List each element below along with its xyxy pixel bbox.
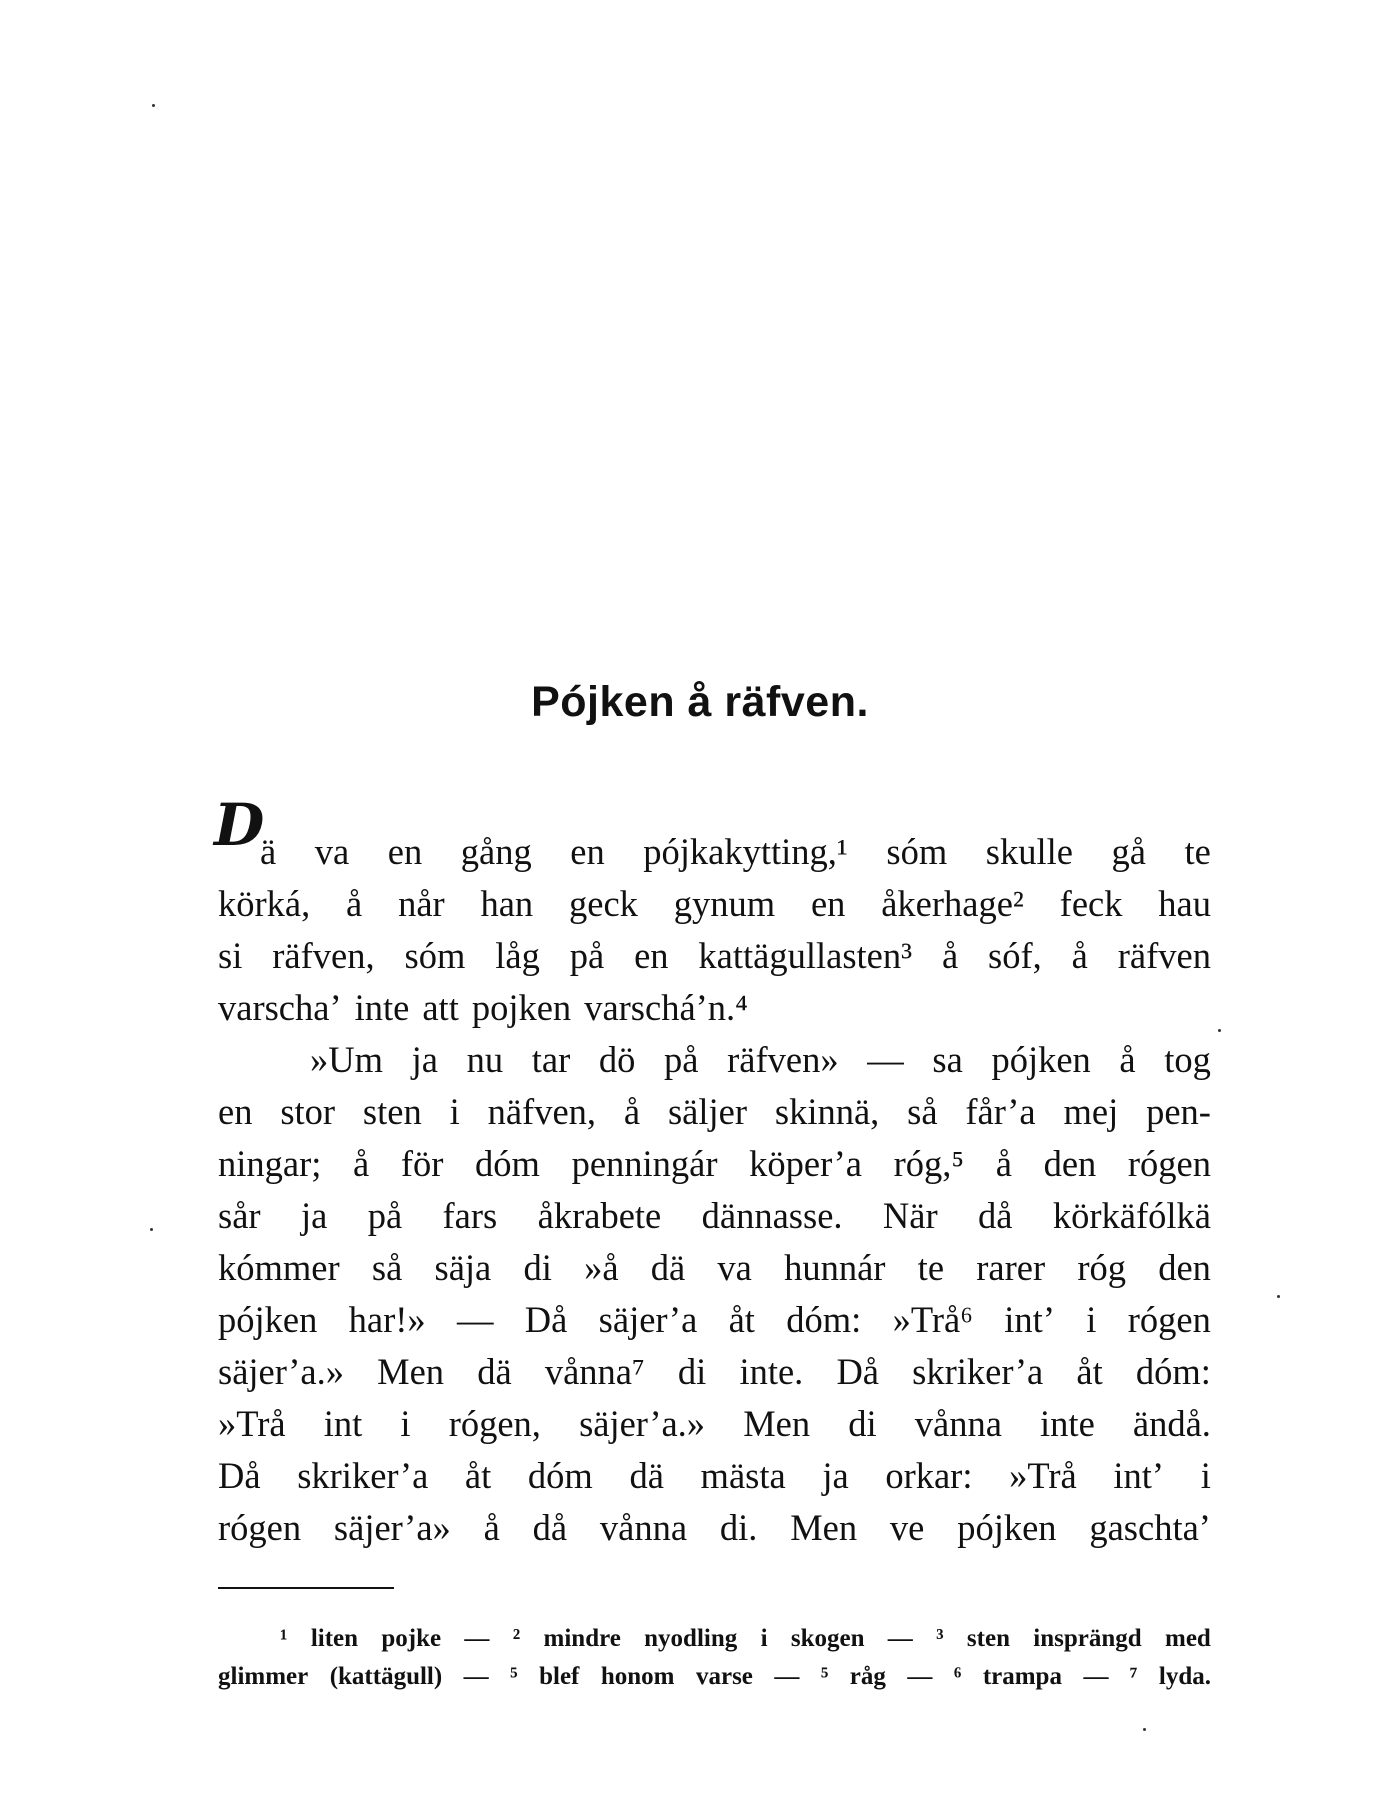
word: — bbox=[464, 1625, 490, 1652]
ornamental-initial: D bbox=[214, 791, 265, 859]
word: nyodling bbox=[644, 1625, 738, 1652]
word: ningar; bbox=[218, 1143, 322, 1184]
word: di bbox=[677, 1351, 707, 1392]
paper-speck bbox=[152, 104, 155, 107]
word: — bbox=[1083, 1663, 1109, 1690]
word: säjer’a bbox=[598, 1299, 698, 1340]
word: vånna bbox=[599, 1507, 688, 1548]
paragraph bbox=[214, 791, 1211, 1554]
word: åt bbox=[1076, 1351, 1103, 1392]
word: inte bbox=[1040, 1403, 1095, 1444]
word: skriker’a bbox=[912, 1351, 1044, 1392]
word: dö bbox=[598, 1039, 636, 1080]
word: di. bbox=[719, 1507, 758, 1548]
word: då bbox=[978, 1195, 1013, 1236]
word: int’ bbox=[1004, 1299, 1055, 1340]
word: lyda. bbox=[1158, 1663, 1211, 1690]
word: dóm: bbox=[1135, 1351, 1211, 1392]
word: en bbox=[634, 935, 669, 976]
word: i bbox=[449, 1091, 460, 1132]
word: pójken bbox=[991, 1039, 1091, 1080]
word: pojken bbox=[471, 987, 572, 1028]
word: i bbox=[1086, 1299, 1097, 1340]
word: Då bbox=[218, 1455, 261, 1496]
word: å bbox=[941, 935, 959, 976]
word: i bbox=[400, 1403, 411, 1444]
word: åt bbox=[464, 1455, 492, 1496]
word: feck bbox=[1059, 883, 1123, 924]
word: tar bbox=[531, 1039, 571, 1080]
word: ve bbox=[889, 1507, 925, 1548]
word: ⁶ bbox=[953, 1663, 962, 1690]
word: glimmer bbox=[218, 1663, 309, 1690]
word: skinnä, bbox=[774, 1091, 880, 1132]
word: vånna⁷ bbox=[544, 1351, 645, 1392]
word: orkar: bbox=[885, 1455, 973, 1496]
word: sóm bbox=[404, 935, 466, 976]
word: stor bbox=[280, 1091, 336, 1132]
word: dóm bbox=[475, 1143, 540, 1184]
word: va bbox=[314, 831, 350, 872]
word: ja bbox=[822, 1455, 849, 1496]
word: säljer bbox=[667, 1091, 747, 1132]
word: säjer’a.» bbox=[579, 1403, 706, 1444]
word: rarer bbox=[976, 1247, 1046, 1288]
text-line bbox=[218, 1398, 1211, 1450]
word: räfven» bbox=[727, 1039, 839, 1080]
word: gå bbox=[1111, 831, 1146, 872]
word: Då bbox=[836, 1351, 880, 1392]
word: róg bbox=[1077, 1247, 1126, 1288]
word: rógen bbox=[1127, 1143, 1211, 1184]
word: geck bbox=[569, 883, 638, 924]
word: sår bbox=[218, 1195, 261, 1236]
word: sten bbox=[966, 1625, 1010, 1652]
word: pen- bbox=[1146, 1091, 1211, 1132]
word: skogen bbox=[790, 1625, 865, 1652]
text-line bbox=[218, 1450, 1211, 1502]
word: å bbox=[1071, 935, 1088, 976]
word: i bbox=[760, 1625, 768, 1652]
word: ⁷ bbox=[1129, 1663, 1138, 1690]
word: varschá’n.⁴ bbox=[584, 987, 748, 1028]
story-text bbox=[214, 791, 1211, 1554]
paper-speck bbox=[150, 1228, 153, 1231]
word: pójken bbox=[218, 1299, 318, 1340]
word: att bbox=[422, 987, 459, 1028]
word: gång bbox=[460, 831, 532, 872]
word: fars bbox=[442, 1195, 498, 1236]
word: — bbox=[867, 1039, 904, 1080]
word: gynum bbox=[673, 883, 776, 924]
word: skriker’a bbox=[297, 1455, 429, 1496]
text-line bbox=[218, 1294, 1211, 1346]
word: å bbox=[623, 1091, 641, 1132]
text-line bbox=[218, 982, 1211, 1034]
word: en bbox=[218, 1091, 253, 1132]
paper-speck bbox=[1143, 1728, 1146, 1731]
word: te bbox=[917, 1247, 945, 1288]
word: en bbox=[810, 883, 846, 924]
word: Men bbox=[790, 1507, 858, 1548]
text-line bbox=[218, 1242, 1211, 1294]
word: dä bbox=[477, 1351, 512, 1392]
word: å bbox=[1119, 1039, 1136, 1080]
text-line bbox=[214, 791, 1211, 878]
word: körká, bbox=[218, 883, 311, 924]
word: sóf, bbox=[988, 935, 1042, 976]
word: »Um bbox=[310, 1039, 383, 1080]
word: dä bbox=[629, 1455, 664, 1496]
word: i bbox=[1200, 1455, 1211, 1496]
word: inte. bbox=[739, 1351, 804, 1392]
footnote-list bbox=[218, 1620, 1211, 1696]
word: va bbox=[717, 1247, 752, 1288]
word: körkäfólkä bbox=[1052, 1195, 1211, 1236]
word: säja bbox=[434, 1247, 492, 1288]
word: Men bbox=[377, 1351, 445, 1392]
word: »Trå bbox=[218, 1403, 286, 1444]
word: näfven, bbox=[487, 1091, 597, 1132]
word: en bbox=[387, 831, 423, 872]
word: å bbox=[346, 883, 363, 924]
text-line bbox=[218, 1502, 1211, 1554]
word: ä bbox=[260, 831, 277, 872]
word: åt bbox=[728, 1299, 755, 1340]
word: trampa bbox=[982, 1663, 1062, 1690]
word: ändå. bbox=[1132, 1403, 1211, 1444]
word: int’ bbox=[1113, 1455, 1165, 1496]
word: Men bbox=[743, 1403, 811, 1444]
word: ¹ bbox=[280, 1625, 288, 1652]
word: en bbox=[570, 831, 605, 872]
word: mej bbox=[1063, 1091, 1119, 1132]
word: inte bbox=[354, 987, 410, 1028]
word: gaschta’ bbox=[1089, 1507, 1211, 1548]
word: di bbox=[848, 1403, 877, 1444]
word: å bbox=[483, 1507, 500, 1548]
word: hau bbox=[1158, 883, 1211, 924]
word: róg,⁵ bbox=[893, 1143, 965, 1184]
text-line bbox=[218, 1346, 1211, 1398]
word: på bbox=[569, 935, 605, 976]
word: med bbox=[1165, 1625, 1211, 1652]
word: ³ bbox=[936, 1625, 944, 1652]
word: köper’a bbox=[749, 1143, 862, 1184]
word: räfven bbox=[1117, 935, 1211, 976]
word: nu bbox=[466, 1039, 504, 1080]
text-line bbox=[218, 1138, 1211, 1190]
word: mindre bbox=[543, 1625, 621, 1652]
word: åkrabete bbox=[537, 1195, 662, 1236]
word: ² bbox=[512, 1625, 521, 1652]
word: å bbox=[353, 1143, 370, 1184]
word: skulle bbox=[985, 831, 1073, 872]
word: sóm bbox=[886, 831, 948, 872]
word: dóm: bbox=[786, 1299, 862, 1340]
paper-speck bbox=[1218, 1029, 1221, 1032]
footnote-line bbox=[218, 1620, 1211, 1658]
word: insprängd bbox=[1033, 1625, 1142, 1652]
word: di bbox=[523, 1247, 552, 1288]
word: så bbox=[371, 1247, 403, 1288]
word: »å bbox=[584, 1247, 619, 1288]
word: liten bbox=[310, 1625, 359, 1652]
word: har!» bbox=[348, 1299, 426, 1340]
word: sa bbox=[932, 1039, 963, 1080]
word: säjer’a.» bbox=[218, 1351, 344, 1392]
word: råg bbox=[849, 1663, 886, 1690]
word: pójkakytting,¹ bbox=[643, 831, 848, 872]
word: säjer’a» bbox=[333, 1507, 451, 1548]
word: når bbox=[398, 883, 445, 924]
word: »Trå bbox=[1009, 1455, 1077, 1496]
word: blef bbox=[539, 1663, 580, 1690]
word: — bbox=[774, 1663, 800, 1690]
word: den bbox=[1158, 1247, 1211, 1288]
text-line bbox=[218, 930, 1211, 982]
word: kómmer bbox=[218, 1247, 340, 1288]
word: på bbox=[664, 1039, 699, 1080]
word: varscha’ bbox=[218, 987, 342, 1028]
word: dä bbox=[650, 1247, 686, 1288]
word: si bbox=[218, 935, 243, 976]
word: — bbox=[887, 1625, 913, 1652]
word: ⁵ bbox=[510, 1663, 518, 1690]
word: pójken bbox=[957, 1507, 1057, 1548]
word: — bbox=[456, 1299, 494, 1340]
word: så bbox=[907, 1091, 938, 1132]
footnote-line bbox=[218, 1658, 1211, 1696]
word: »Trå⁶ bbox=[892, 1299, 973, 1340]
word: får’a bbox=[965, 1091, 1036, 1132]
word: låg bbox=[495, 935, 540, 976]
word: på bbox=[367, 1195, 403, 1236]
word: pojke bbox=[381, 1625, 442, 1652]
footnotes bbox=[218, 1620, 1211, 1696]
word: mästa bbox=[700, 1455, 786, 1496]
word: honom bbox=[600, 1663, 675, 1690]
word: När bbox=[882, 1195, 938, 1236]
page-title: Pójken å räfven. bbox=[531, 678, 869, 726]
word: då bbox=[532, 1507, 568, 1548]
text-line bbox=[218, 1190, 1211, 1242]
word: dännasse. bbox=[701, 1195, 843, 1236]
word: sten bbox=[362, 1091, 422, 1132]
word: vånna bbox=[914, 1403, 1002, 1444]
text-line bbox=[218, 878, 1211, 930]
word: tog bbox=[1164, 1039, 1211, 1080]
word: rógen, bbox=[448, 1403, 541, 1444]
word: räfven, bbox=[272, 935, 375, 976]
footnote-rule bbox=[218, 1587, 394, 1589]
text-line bbox=[218, 1034, 1211, 1086]
word: han bbox=[480, 883, 534, 924]
word: för bbox=[400, 1143, 444, 1184]
word: varse bbox=[695, 1663, 753, 1690]
word: int bbox=[323, 1403, 363, 1444]
word: ja bbox=[300, 1195, 328, 1236]
word: dóm bbox=[527, 1455, 593, 1496]
word: kattägullasten³ bbox=[698, 935, 913, 976]
text-line bbox=[218, 1086, 1211, 1138]
word: ⁵ bbox=[820, 1663, 829, 1690]
word: — bbox=[463, 1663, 489, 1690]
word: penningár bbox=[571, 1143, 718, 1184]
word: hunnár bbox=[784, 1247, 886, 1288]
word: rógen bbox=[1127, 1299, 1211, 1340]
word: te bbox=[1184, 831, 1211, 872]
paper-speck bbox=[1277, 1295, 1280, 1298]
word: den bbox=[1043, 1143, 1097, 1184]
word: Då bbox=[524, 1299, 568, 1340]
word: ja bbox=[411, 1039, 438, 1080]
word: rógen bbox=[218, 1507, 302, 1548]
word: — bbox=[907, 1663, 933, 1690]
word: å bbox=[995, 1143, 1012, 1184]
word: (kattägull) bbox=[329, 1663, 443, 1690]
word: åkerhage² bbox=[881, 883, 1024, 924]
